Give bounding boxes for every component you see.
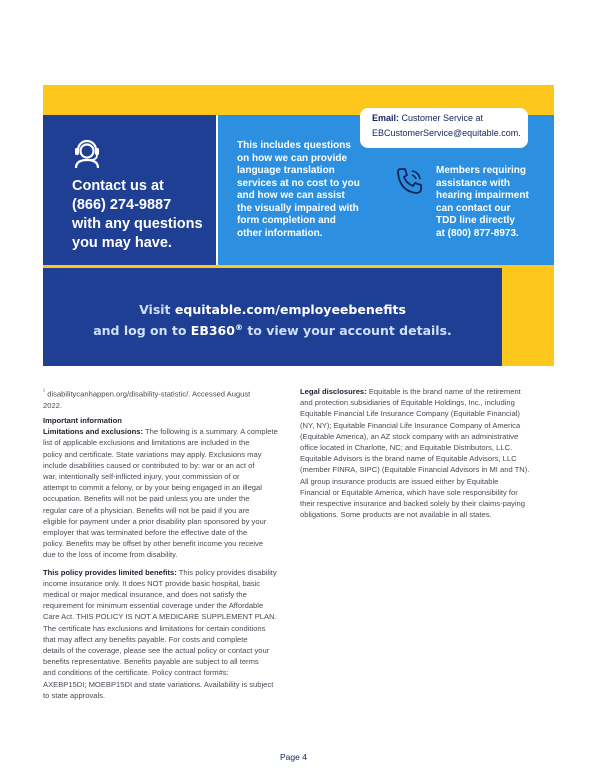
legal-line-3: Equitable Financial Life Insurance Company (Equitable Financial) [300,409,520,419]
policy-line-7: that may affect any benefits payable. For costs and complete [43,634,248,644]
policy-line-12: to state approvals. [43,690,106,700]
important-heading: Important information [43,415,122,425]
limitations-line-1 [43,426,298,437]
contact-heading [72,177,212,253]
email-address-link[interactable]: EBCustomerService@equitable.com. [372,128,521,138]
visit-login-suffix: to view your account details. [247,323,452,339]
limitations-line-11: policy. Benefits may be offset by other benefit income you receive [43,539,264,549]
services-line-1: This includes questions [237,140,351,151]
policy-text-1: This policy provides disability [178,567,277,577]
services-line-4: services at no cost to you [237,177,360,189]
visit-word: Visit [139,302,171,317]
tdd-line-2: assistance with [436,177,510,189]
tdd-text [436,165,551,240]
right-column [300,386,555,520]
services-line-6: the visually impaired with [237,202,359,214]
contact-line-1: Contact us at [72,178,164,194]
footnote [43,386,298,400]
legal-text-1: Equitable is the brand name of the retirement [368,387,521,396]
services-line-5: and how we can assist [237,190,345,201]
services-line-3: language translation [237,165,335,176]
legal-label: Legal disclosures: [300,387,367,396]
legal-line-10: Financial or Equitable America, which have sole responsibility for [300,487,518,497]
policy-line-5: Care Act. THIS POLICY IS NOT A MEDICARE SUPPLEMENT PLAN. [43,612,277,622]
limitations-line-8: regular care of a physician. Benefits will not be paid if you are [43,505,250,515]
visit-banner [43,268,502,366]
visit-line-2 [43,319,502,340]
visit-registered-mark: ® [234,323,243,332]
email-line-1 [372,111,528,126]
limitations-line-5: war, intentionally self-inflicted injury, your commission of or [43,471,240,481]
visit-eb360: EB360 [190,323,235,339]
contact-phone: (866) 274-9887 [72,197,172,213]
limitations-line-7: occupation. Benefits will not be paid unless you are under the [43,494,250,504]
limitations-line-4: include disabilities caused or contributed to by: war or an act of [43,460,255,470]
policy-line-4: requirement for minimum essential coverage under the Affordable [43,601,264,611]
tdd-line-1: Members requiring [436,165,527,176]
tdd-line-6: at (800) 877-8973. [436,227,519,239]
limitations-line-3: policy and certificate. State variations may apply. Exclusions may [43,449,262,459]
legal-line-7: Equitable Advisors is the brand name of Equitable Advisors, LLC [300,454,517,464]
legal-line-11: their respective insurance and backed solely by their claims-paying [300,499,525,509]
email-intro: Customer Service at [399,113,484,123]
legal-line-2: and protection subsidiaries of Equitable Holdings, Inc., including [300,398,515,408]
email-label: Email: [372,113,400,123]
tdd-line-5: TDD line directly [436,215,515,226]
services-line-8: other information. [237,227,323,239]
page-number: Page 4 [280,752,307,762]
policy-line-8: details of the coverage, please see the actual policy or contact your [43,646,270,655]
footnote-line-1: disabilitycanhappen.org/disability-statistic/. Accessed August [47,389,251,399]
services-text [237,140,372,240]
limitations-line-6: attempt to commit a felony, or by your being engaged in an illegal [43,483,262,493]
legal-line-6: office located in Charlotte, NC; and Equitable Distributors, LLC. [300,443,513,453]
visit-url-link[interactable]: equitable.com/employeebenefits [174,302,406,317]
legal-line-1 [300,386,555,397]
left-column [43,386,298,701]
policy-line-11: AXEBP15DI; MOEBP15DI and state variations. Availability is subject [43,679,274,689]
policy-line-3: medical or major medical insurance, and does not satisfy the [43,589,247,599]
policy-line-1 [43,567,298,578]
policy-label: This policy provides limited benefits: [43,567,177,577]
legal-line-9: All group insurance products are issued either by Equitable [300,476,499,486]
tdd-line-4: can contact our [436,202,511,214]
limitations-label: Limitations and exclusions: [43,427,144,437]
contact-line-4: you may have. [72,235,172,251]
visit-login-prefix: and log on to [93,323,187,339]
policy-line-10: and conditions of the certificate. Policy contract form#s: [43,668,229,678]
limitations-line-2: list of applicable exclusions and limitations are included in the [43,438,250,448]
contact-line-3: with any questions [72,216,203,232]
legal-line-8: (member FINRA, SIPC) (Equitable Financial Advisors in MI and TN). [300,465,530,475]
legal-line-5: (Equitable America), an AZ stock company with an administrative [300,431,519,441]
policy-line-9: benefits representative. Benefits payable are subject to all terms [43,657,259,667]
limitations-line-12: due to the loss of income from disability. [43,550,178,560]
email-callout [360,108,528,148]
legal-line-4: (NY, NY); Equitable Financial Life Insurance Company of America [300,420,521,430]
headset-support-icon [72,135,102,169]
phone-ringing-icon [394,165,426,197]
visit-text [43,301,502,340]
policy-line-2: income insurance only. It does NOT provide basic hospital, basic [43,578,261,588]
right-yellow-block [502,268,554,366]
tdd-line-3: hearing impairment [436,190,529,201]
policy-line-6: The certificate has exclusions and limitations for certain conditions [43,623,266,633]
services-line-2: on how we can provide [237,152,348,164]
legal-line-12: obligations. Some products are not available in all states. [300,510,492,520]
visit-line-1 [43,301,502,319]
limitations-text-1: The following is a summary. A complete [145,427,278,437]
limitations-line-10: employer that was terminated before the effective date of the [43,527,248,537]
footnote-line-2: 2022. [43,400,63,410]
footnote-mark: ¹ [43,388,46,395]
limitations-line-9: eligible for payment under a prior disability plan sponsored by your [43,516,267,526]
contact-panel [43,115,216,265]
services-line-7: form completion and [237,215,336,226]
